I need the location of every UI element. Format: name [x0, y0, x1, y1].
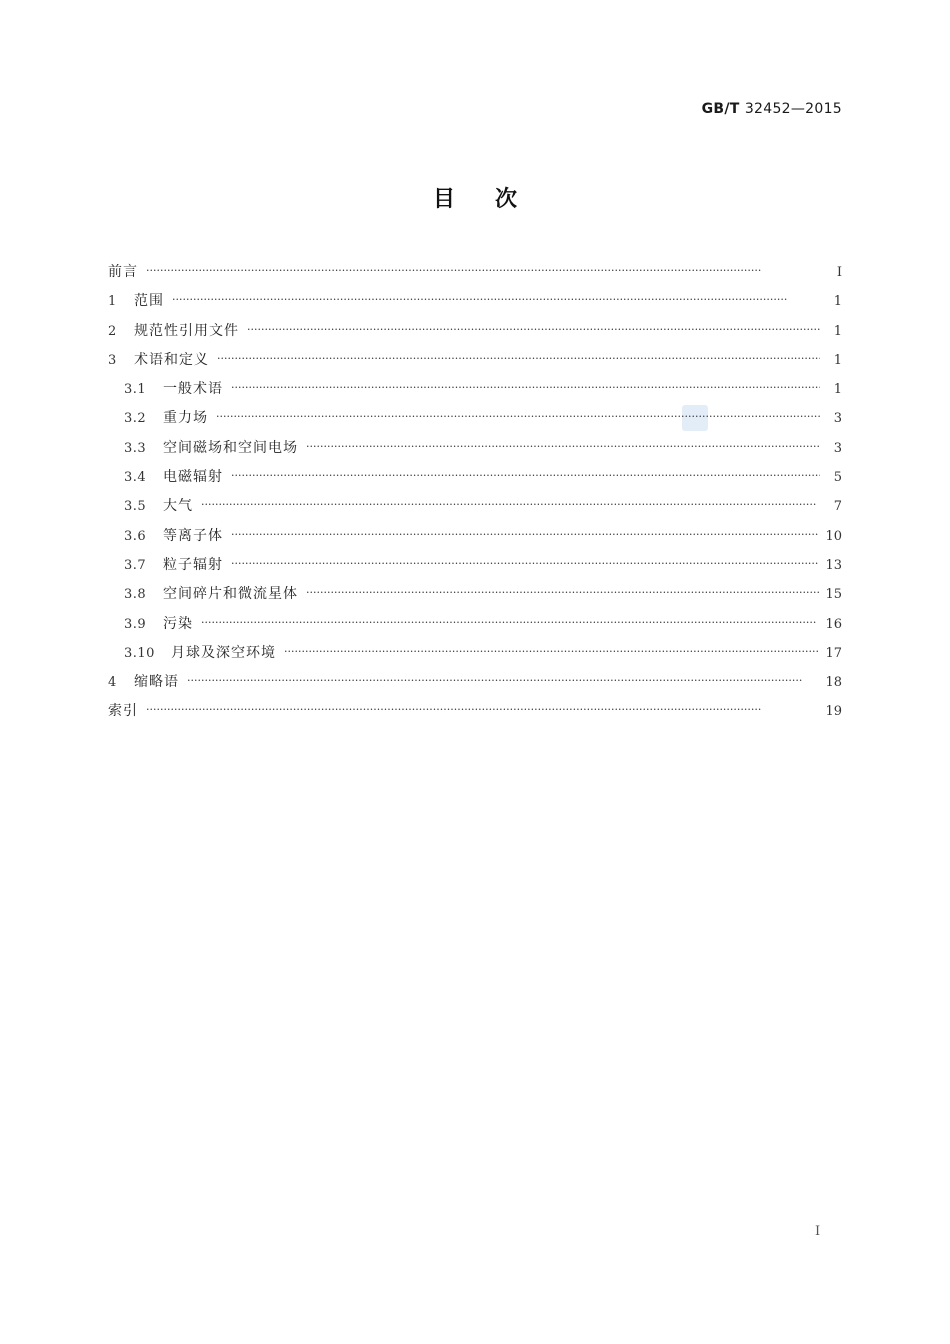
toc-entry-3-4[interactable] [108, 463, 842, 492]
toc-entry-label: 空间磁场和空间电场 [163, 439, 298, 456]
toc-leader-dots [146, 695, 819, 724]
toc-entry-number: 3.4 [124, 470, 147, 486]
toc-entry-label: 大气 [163, 498, 193, 515]
page-title: 目次 [432, 187, 557, 212]
toc-leader-dots [201, 490, 820, 519]
toc-entry-label: 污染 [163, 615, 193, 632]
toc-entry-label: 一般术语 [163, 381, 223, 398]
toc-entry-page: 1 [833, 352, 842, 368]
toc-leader-dots [284, 637, 819, 666]
toc-leader-dots [231, 461, 820, 490]
toc-entry-3-10[interactable] [108, 639, 842, 668]
toc-leader-dots [231, 373, 820, 402]
toc-entry-number: 1 [108, 294, 117, 310]
toc-entry-page: 1 [833, 323, 842, 339]
toc-entry-number: 3.1 [124, 382, 147, 398]
toc-leader-dots [306, 432, 820, 461]
toc-entry-3-6[interactable] [108, 522, 842, 551]
toc-entry-page: 18 [825, 675, 842, 691]
toc-entry-page: 5 [833, 470, 842, 486]
toc-entry-1[interactable] [108, 287, 842, 316]
toc-entry-page: 1 [833, 294, 842, 310]
toc-entry-label: 缩略语 [134, 674, 179, 691]
toc-entry-3-7[interactable] [108, 551, 842, 580]
toc-entry-label: 重力场 [163, 410, 208, 427]
toc-entry-3-2[interactable] [108, 404, 842, 433]
toc-entry-number: 3.2 [124, 411, 147, 427]
toc-entry-page: 15 [825, 587, 842, 603]
toc-entry-label: 规范性引用文件 [134, 322, 239, 339]
toc-entry-3[interactable] [108, 346, 842, 375]
toc-entry-label: 范围 [134, 293, 164, 310]
standard-code [702, 101, 842, 117]
toc-entry-number: 2 [108, 323, 117, 339]
toc-entry-3-5[interactable] [108, 492, 842, 521]
toc-entry-page: Ⅰ [836, 265, 842, 280]
toc-entry-page: 19 [825, 704, 842, 720]
toc-entry-page: 1 [833, 382, 842, 398]
toc-entry-number: 3.3 [124, 440, 147, 456]
toc-entry-page: 16 [825, 616, 842, 632]
toc-entry-number: 3.5 [124, 499, 147, 515]
toc-entry-number: 3.7 [124, 557, 147, 573]
toc-entry-label: 粒子辐射 [163, 556, 223, 573]
toc-entry-page: 3 [833, 440, 842, 456]
toc-leader-dots [247, 315, 820, 344]
toc-entry-page: 10 [825, 528, 842, 544]
toc-entry-label: 前言 [108, 264, 138, 280]
toc-entry-3-8[interactable] [108, 580, 842, 609]
toc-entry-page: 7 [833, 499, 842, 515]
toc-entry-number: 3.10 [124, 645, 155, 661]
toc-entry-label: 索引 [108, 703, 138, 720]
toc-leader-dots [201, 608, 819, 637]
toc-entry-label: 空间碎片和微流星体 [163, 586, 298, 603]
standard-number: 32452—2015 [744, 101, 842, 117]
toc-leader-dots [172, 285, 820, 314]
toc-leader-dots [306, 578, 819, 607]
toc-entry-label: 术语和定义 [134, 351, 209, 368]
toc-leader-dots [146, 256, 820, 285]
toc-leader-dots [217, 344, 820, 373]
toc-entry-number: 3 [108, 352, 117, 368]
toc-entry-number: 3.9 [124, 616, 147, 632]
toc-entry-3-1[interactable] [108, 375, 842, 404]
toc-entry-page: 13 [825, 557, 842, 573]
toc-leader-dots [231, 549, 819, 578]
toc-entry-3-9[interactable] [108, 610, 842, 639]
toc-entry-page: 3 [833, 411, 842, 427]
toc-entry-2[interactable] [108, 317, 842, 346]
page-number: Ⅰ [815, 1224, 821, 1239]
toc-entry-label: 等离子体 [163, 527, 223, 544]
toc-entry-foreword[interactable] [108, 258, 842, 287]
toc-entry-page: 17 [825, 645, 842, 661]
toc-entry-number: 4 [108, 675, 117, 691]
standard-prefix: GB/T [701, 101, 740, 117]
toc-leader-dots [187, 666, 819, 695]
toc-leader-dots [231, 520, 819, 549]
table-of-contents [108, 258, 842, 727]
toc-entry-label: 电磁辐射 [163, 469, 223, 486]
toc-entry-4[interactable] [108, 668, 842, 697]
toc-entry-index[interactable] [108, 697, 842, 726]
toc-entry-label: 月球及深空环境 [171, 644, 276, 661]
toc-leader-dots [216, 402, 820, 431]
toc-entry-number: 3.6 [124, 528, 147, 544]
toc-entry-number: 3.8 [124, 587, 147, 603]
toc-entry-3-3[interactable] [108, 434, 842, 463]
